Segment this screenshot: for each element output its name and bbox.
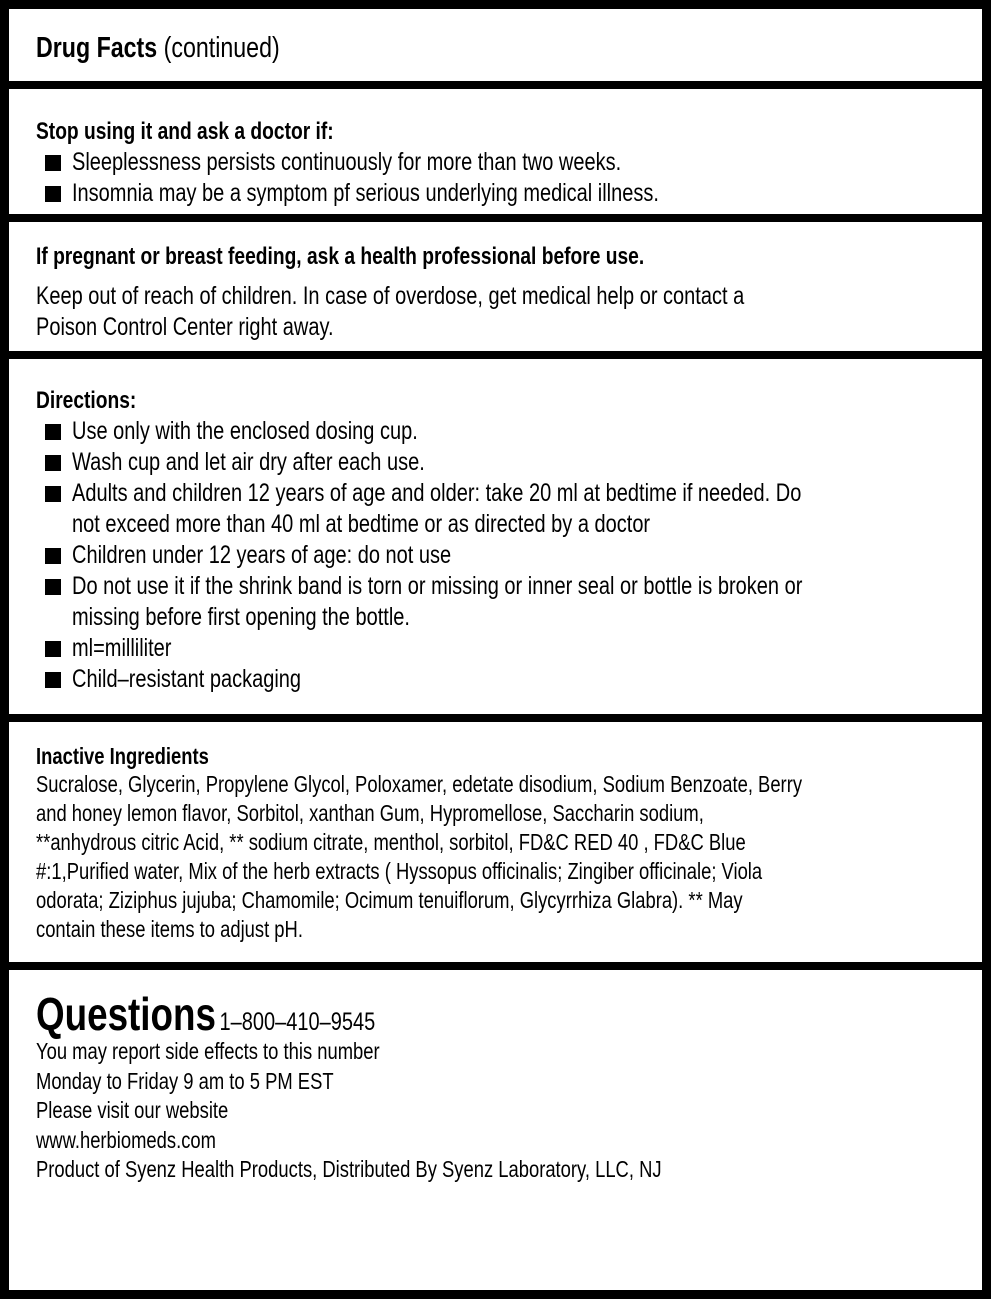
website-link[interactable]: www.herbiomeds.com bbox=[36, 1126, 216, 1153]
bullet-square-icon bbox=[45, 455, 61, 471]
divider bbox=[9, 214, 982, 222]
divider bbox=[9, 81, 982, 89]
questions-text: Please visit our website bbox=[36, 1097, 229, 1123]
bullet-square-icon bbox=[45, 672, 61, 688]
title-continued: (continued) bbox=[157, 32, 280, 64]
directions-heading: Directions: bbox=[36, 387, 137, 414]
divider bbox=[9, 351, 982, 359]
bullet-square-icon bbox=[45, 579, 61, 595]
questions-text: Monday to Friday 9 am to 5 PM EST bbox=[36, 1067, 334, 1094]
ingredients-text: Sucralose, Glycerin, Propylene Glycol, Poloxamer, edetate disodium, Sodium Benzoate, Berry bbox=[36, 771, 803, 797]
divider bbox=[9, 714, 982, 722]
pregnancy-warning: If pregnant or breast feeding, ask a health professional before use. bbox=[36, 243, 645, 270]
keep-out-text: Keep out of reach of children. In case of overdose, get medical help or contact a bbox=[36, 282, 745, 310]
list-item: Child–resistant packaging bbox=[36, 664, 962, 695]
phone-number: 1–800–410–9545 bbox=[219, 1008, 376, 1036]
questions-section bbox=[9, 988, 982, 1185]
inactive-ingredients-section bbox=[9, 742, 982, 944]
list-item: Adults and children 12 years of age and older: take 20 ml at bedtime if needed. Do not exceed more than 40 ml at bedtime or as directed by a doctor bbox=[36, 478, 962, 540]
bullet-square-icon bbox=[45, 186, 61, 202]
divider bbox=[9, 962, 982, 970]
bullet-square-icon bbox=[45, 486, 61, 502]
pregnancy-section bbox=[9, 241, 982, 343]
title-bold: Drug Facts bbox=[36, 32, 158, 64]
bullet-square-icon bbox=[45, 424, 61, 440]
ingredients-text: #:1,Purified water, Mix of the herb extracts ( Hyssopus officinalis; Zingiber officinale; Viola bbox=[36, 858, 763, 884]
questions-text: You may report side effects to this number bbox=[36, 1038, 380, 1064]
keep-out-text: Poison Control Center right away. bbox=[36, 313, 334, 341]
ingredients-text: contain these items to adjust pH. bbox=[36, 916, 303, 942]
list-item: Use only with the enclosed dosing cup. bbox=[36, 416, 962, 447]
list-item: Do not use it if the shrink band is torn or missing or inner seal or bottle is broken or missing before first opening the bottle. bbox=[36, 571, 962, 633]
directions-section bbox=[9, 385, 982, 695]
inactive-heading: Inactive Ingredients bbox=[36, 743, 209, 769]
bullet-square-icon bbox=[45, 155, 61, 171]
stop-use-section bbox=[9, 116, 982, 209]
bullet-square-icon bbox=[45, 548, 61, 564]
page-title bbox=[36, 31, 280, 65]
manufacturer-text: Product of Syenz Health Products, Distributed By Syenz Laboratory, LLC, NJ bbox=[36, 1156, 662, 1182]
ingredients-text: and honey lemon flavor, Sorbitol, xanthan Gum, Hypromellose, Saccharin sodium, bbox=[36, 800, 704, 826]
bullet-square-icon bbox=[45, 641, 61, 657]
questions-heading: Questions bbox=[36, 988, 216, 1040]
ingredients-text: odorata; Ziziphus jujuba; Chamomile; Ocimum tenuiflorum, Glycyrrhiza Glabra). ** May bbox=[36, 887, 743, 913]
drug-facts-header bbox=[9, 31, 982, 65]
list-item: ml=milliliter bbox=[36, 633, 962, 664]
list-item: Sleeplessness persists continuously for more than two weeks. bbox=[36, 147, 962, 178]
list-item: Wash cup and let air dry after each use. bbox=[36, 447, 962, 478]
stop-use-heading: Stop using it and ask a doctor if: bbox=[36, 118, 334, 145]
list-item: Children under 12 years of age: do not use bbox=[36, 540, 962, 571]
list-item: Insomnia may be a symptom pf serious underlying medical illness. bbox=[36, 178, 962, 209]
ingredients-text: **anhydrous citric Acid, ** sodium citrate, menthol, sorbitol, FD&C RED 40 , FD&C Blue bbox=[36, 829, 746, 855]
